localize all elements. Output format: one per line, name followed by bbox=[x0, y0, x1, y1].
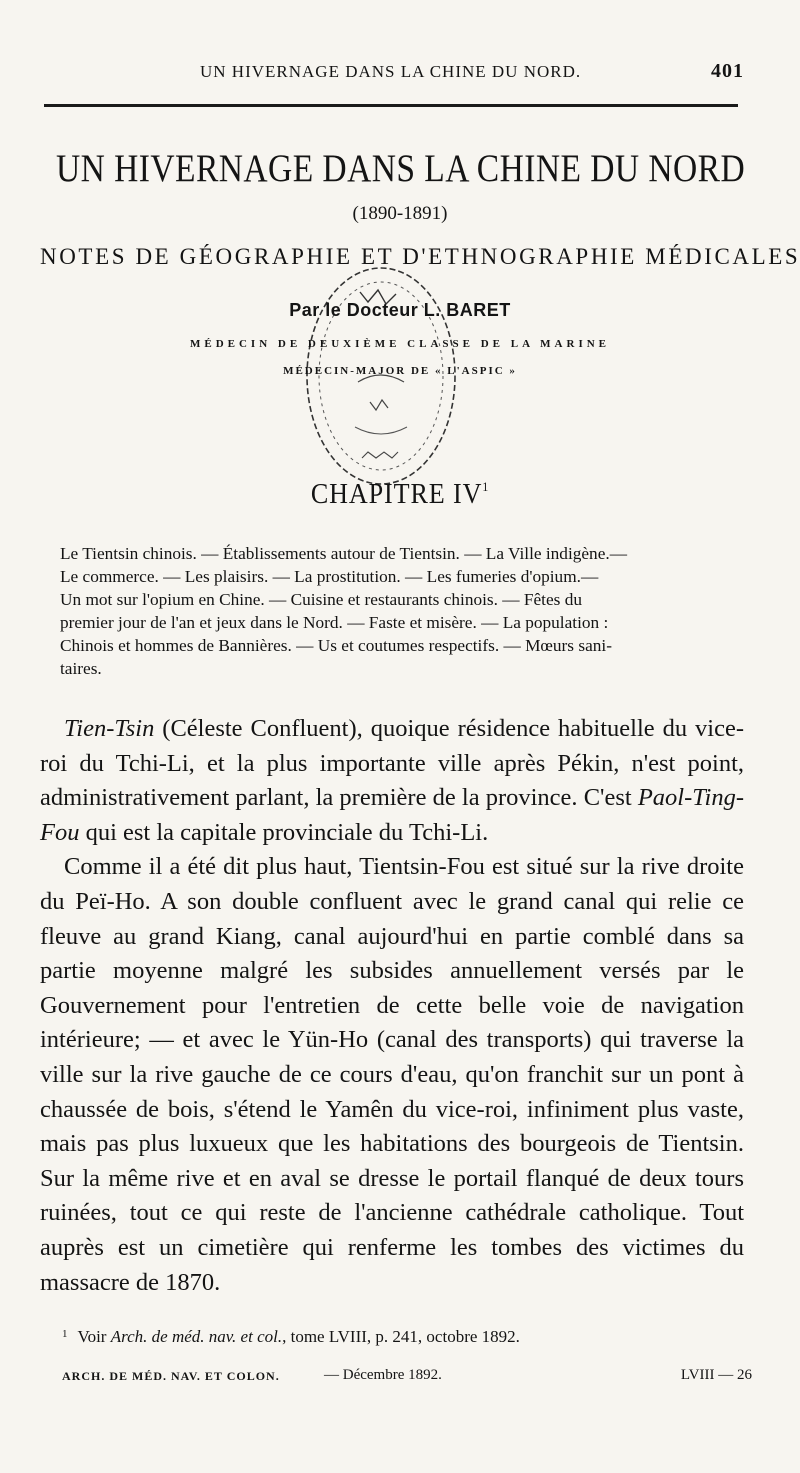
chapter-summary: Le Tientsin chinois. — Établissements autour de Tientsin. — La Ville indigène.— Le commerce. — Les plaisirs. — La prostitution. — Les fumeries d'opium.— Un mot sur l'opium en Chine. — Cuisine et restaurants chinois. — Fêtes du premier jour de l'an et jeux dans le Nord. — Faste et misère. — La population : Chinois et hommes de Bannières. — Us et coutumes respectifs. — Mœurs sani- taires. bbox=[60, 544, 627, 678]
author-rank: MÉDECIN-MAJOR DE « L'ASPIC » bbox=[283, 365, 517, 377]
paragraph-2: Comme il a été dit plus haut, Tientsin-Fou est situé sur la rive droite du Peï-Ho. A son double confluent avec le grand canal qui relie ce fleuve au grand Kiang, canal aujourd'hui en partie comblé dans sa partie moyenne malgré les subsides annuellement versés par le Gouvernement pour l'entretien de cette belle voie de navigation intérieure; — et avec le Yün-Ho (canal des transports) qui traverse la ville sur la rive gauche de ce cours d'eau, qu'on franchit sur un pont à chaussée de bois, s'étend le Yamên du vice-roi, infiniment plus vaste, mais pas plus luxueux que les habitations des bourgeois de Tientsin. Sur la même rive et en aval se dresse le portail flanqué de deux tours ruinées, tout ce qui reste de l'ancienne cathédrale catholique. Tout auprès est un cimetière qui renferme les tombes des victimes du massacre de 1870. bbox=[40, 853, 744, 1296]
running-head bbox=[40, 60, 744, 84]
paragraph-1 bbox=[40, 712, 744, 850]
publication-date: — Décembre 1892. bbox=[324, 1367, 442, 1383]
footnote bbox=[62, 1327, 752, 1347]
footnote-text-b: , tome LVIII, p. 241, octobre 1892. bbox=[282, 1327, 520, 1346]
paragraph-1-text-b: qui est la capitale provinciale du Tchi-Li. bbox=[79, 818, 489, 846]
italic-paol-ting-fou: Paol-Ting-Fou bbox=[40, 784, 744, 846]
footnote-mark: 1 bbox=[62, 1328, 68, 1340]
chapter-footnote-mark: 1 bbox=[482, 479, 490, 494]
author-role: MÉDECIN DE DEUXIÈME CLASSE DE LA MARINE bbox=[189, 338, 611, 350]
header-rule bbox=[44, 104, 738, 107]
article-subtitle: NOTES DE GÉOGRAPHIE ET D'ETHNOGRAPHIE MÉDICALES bbox=[40, 244, 800, 269]
running-title: UN HIVERNAGE DANS LA CHINE DU NORD. bbox=[200, 62, 582, 81]
paragraph-1-text-a: (Céleste Confluent), quoique résidence habituelle du vice-roi du Tchi-Li, et la plus importante ville après Pékin, n'est point, administrativement parlant, la première de la province. C'est bbox=[40, 715, 744, 812]
body-text bbox=[40, 712, 744, 1300]
article-title: UN HIVERNAGE DANS LA CHINE DU NORD bbox=[56, 147, 746, 190]
publication-source: ARCH. DE MÉD. NAV. ET COLON. bbox=[62, 1369, 280, 1383]
publication-volume: LVIII — 26 bbox=[680, 1367, 752, 1383]
article-dates: (1890-1891) bbox=[352, 203, 448, 224]
page-number: 401 bbox=[711, 60, 744, 82]
publication-line bbox=[62, 1367, 752, 1389]
italic-tien-tsin: Tien-Tsin bbox=[64, 715, 155, 742]
author-line: Par le Docteur L. BARET bbox=[289, 300, 511, 320]
chapter-title: CHAPITRE IV bbox=[310, 478, 483, 510]
chapter-heading bbox=[40, 478, 760, 511]
footnote-journal-title: Arch. de méd. nav. et col. bbox=[110, 1327, 283, 1346]
footnote-text-a: Voir bbox=[77, 1327, 111, 1346]
